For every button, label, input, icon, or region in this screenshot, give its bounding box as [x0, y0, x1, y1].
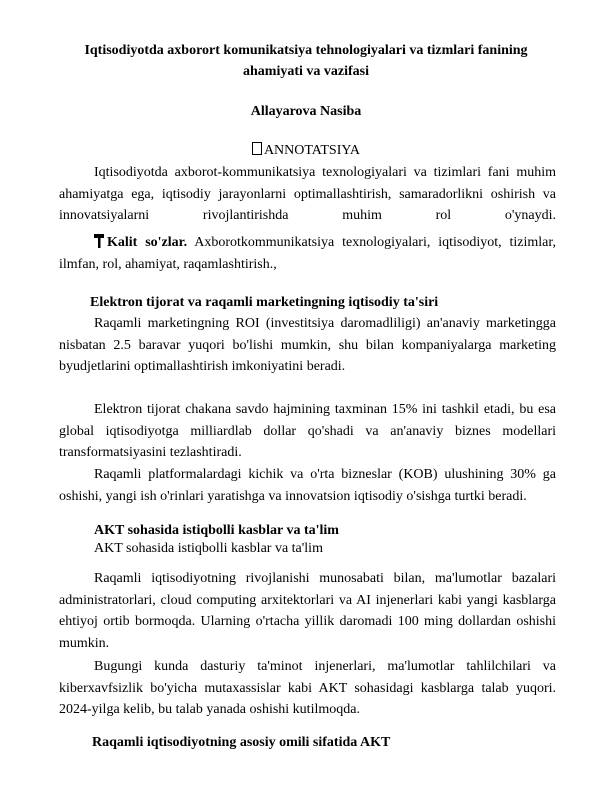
keywords-text: Axborotkommunikatsiya texnologiyalari, iqtisodiyot, tizimlar, ilmfan, rol, ahamiyat, raqamlashtirish., — [59, 235, 556, 272]
section2-subheading: AKT sohasida istiqbolli kasblar va ta'lim — [94, 541, 323, 556]
keywords-paragraph — [59, 232, 556, 275]
document-title: Iqtisodiyotda axborort komunikatsiya tehnologiyalari va tizmlari fanining ahamiyati va vazifasi — [84, 43, 528, 79]
section2-heading: AKT sohasida istiqbolli kasblar va ta'lim — [94, 523, 339, 538]
section1-heading: Elektron tijorat va raqamli marketingning iqtisodiy ta'siri — [90, 295, 439, 310]
section1-paragraph-3: Raqamli platformalardagi kichik va o'rta bizneslar (KOB) ulushining 30% ga oshishi, yangi ish o'rinlari yaratishga va innovatsion iqtisodiy o'sishga turtki beradi. — [59, 467, 556, 504]
pin-icon — [94, 234, 104, 248]
section3-heading: Raqamli iqtisodiyotning asosiy omili sifatida AKT — [92, 735, 391, 750]
section1-paragraph-2: Elektron tijorat chakana savdo hajmining taxminan 15% ini tashkil etadi, bu esa global iqtisodiyotga milliardlab dollar qo'shadi va an'anaviy biznes modellari transformatsiyasini tezlashtiradi. — [59, 402, 556, 461]
section1-paragraph-1: Raqamli marketingning ROI (investitsiya daromadliligi) an'anaviy marketingga nisbatan 2.5 baravar yuqori bo'lishi mumkin, shu bilan kompaniyalarga marketing byudjetlarini optimallashtirish imkoniyatini beradi. — [59, 316, 556, 375]
keywords-label: Kalit so'zlar. — [107, 235, 188, 250]
annotation-text: Iqtisodiyotda axborot-kommunikatsiya texnologiyalari va tizimlari fani muhim ahamiyatga ega, iqtisodiy jarayonlarni optimallashtirish, samaradorlikni oshirish va innovatsiyalarni rivojlantirishda muhim rol o'ynaydi. — [59, 165, 556, 224]
annotation-heading-text: ANNOTATSIYA — [263, 143, 361, 158]
annotation-heading — [0, 141, 612, 161]
section2-paragraph-1: Raqamli iqtisodiyotning rivojlanishi munosabati bilan, ma'lumotlar bazalari administratorlari, cloud computing arxitektorlari va AI injenerlari kabi yangi kasblarga ehtiyoj ortib bormoqda. Ularning o'rtacha yillik daromadi 100 ming dollardan oshishi mumkin. — [59, 571, 556, 651]
annotation-paragraph — [59, 162, 556, 227]
section2-paragraph-2: Bugungi kunda dasturiy ta'minot injenerlari, ma'lumotlar tahlilchilari va kiberxavfsizlik bo'yicha mutaxassislar kabi AKT sohasidagi kasblarga talab yuqori. 2024-yilga kelib, bu talab yanada oshishi kutilmoqda. — [59, 659, 556, 718]
placeholder-box-icon — [252, 142, 262, 155]
author-name: Allayarova Nasiba — [250, 104, 362, 119]
